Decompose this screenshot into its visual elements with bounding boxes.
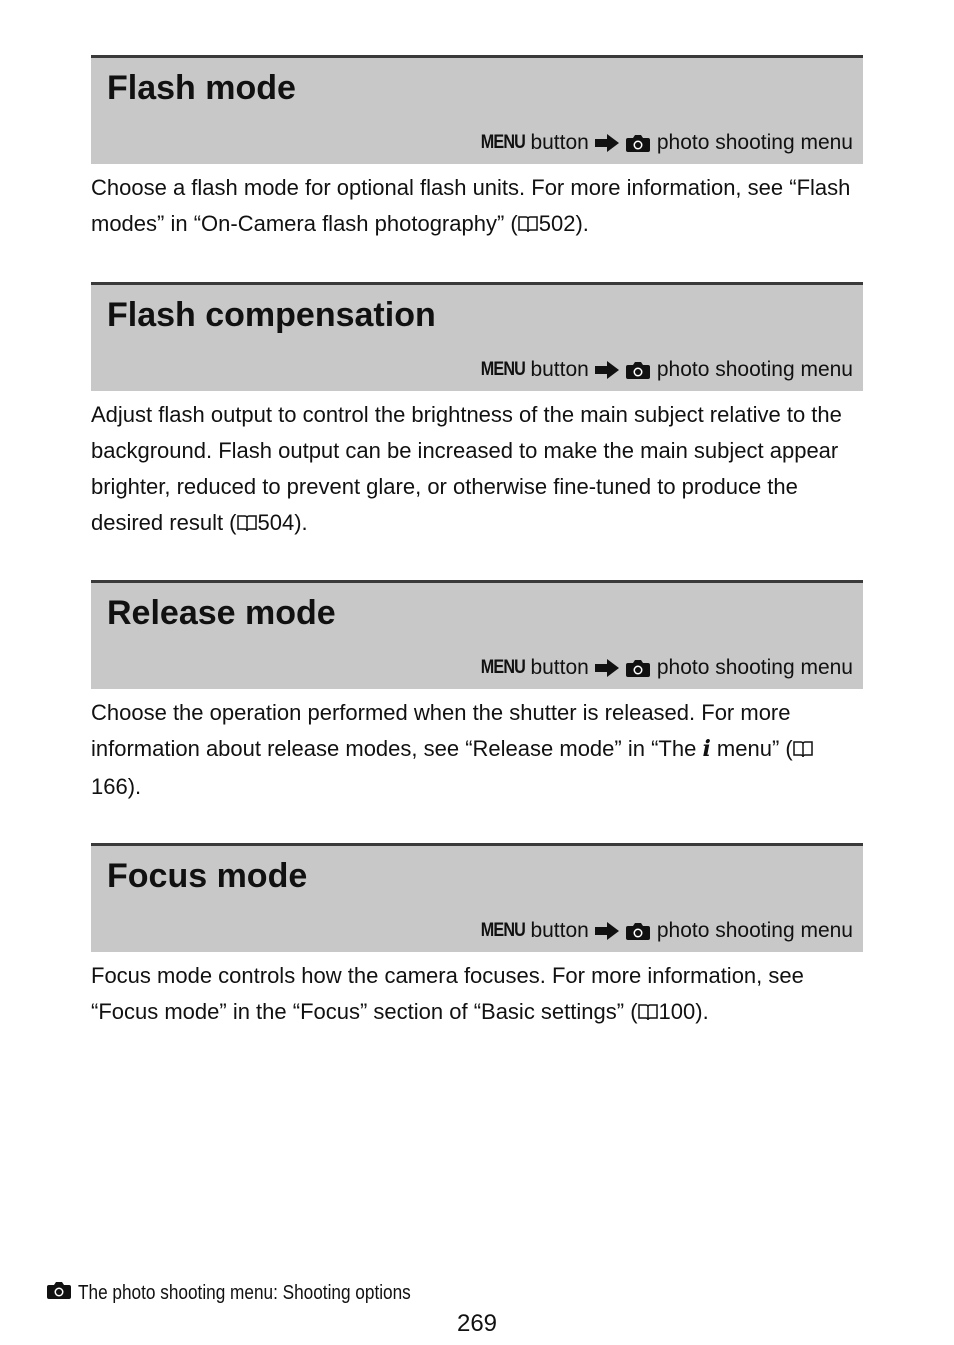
description-text: Choose the operation performed when the shutter is released. For more information about release modes, see “Release mode” in “The — [91, 700, 791, 761]
arrow-right-icon — [595, 922, 619, 940]
section-title: Focus mode — [107, 857, 308, 895]
footer-label: The photo shooting menu: Shooting options — [78, 1281, 411, 1304]
section-header — [91, 282, 863, 391]
page-reference[interactable]: 502 — [538, 211, 576, 236]
menu-button-label: MENU — [480, 359, 525, 380]
section-release-mode — [91, 580, 863, 805]
book-icon — [237, 507, 257, 543]
section-header — [91, 843, 863, 952]
section-description — [91, 397, 863, 543]
page-number: 269 — [456, 1310, 498, 1337]
description-text: Adjust flash output to control the brightness of the main subject relative to the background. Flash output can be increased to make the main subject appear brighter, reduced to prevent glare, or otherwise fine-tuned to produce the desired result ( — [91, 402, 842, 535]
description-text-end: ). — [575, 211, 589, 236]
description-text-end: ). — [127, 774, 142, 799]
menu-name: photo shooting menu — [656, 656, 853, 679]
section-description — [91, 170, 863, 244]
button-word: button — [530, 656, 589, 679]
footer — [46, 1280, 465, 1306]
section-description — [91, 958, 863, 1032]
menu-name: photo shooting menu — [656, 358, 853, 381]
camera-icon — [46, 1280, 72, 1306]
menu-button-label: MENU — [480, 132, 525, 153]
menu-button-label: MENU — [480, 657, 525, 678]
camera-icon — [625, 360, 651, 380]
description-text-end: ). — [695, 999, 709, 1024]
camera-icon — [625, 133, 651, 153]
button-word: button — [530, 919, 589, 942]
book-icon — [638, 996, 658, 1032]
menu-path — [473, 655, 854, 681]
section-title: Release mode — [107, 594, 336, 632]
menu-path — [473, 918, 854, 944]
button-word: button — [530, 131, 589, 154]
section-header — [91, 580, 863, 689]
menu-name: photo shooting menu — [656, 919, 853, 942]
camera-icon — [625, 658, 651, 678]
section-title: Flash compensation — [107, 296, 436, 334]
arrow-right-icon — [595, 134, 619, 152]
menu-path — [473, 130, 854, 156]
page-reference[interactable]: 166 — [91, 774, 128, 799]
section-focus-mode — [91, 843, 863, 1032]
section-title: Flash mode — [107, 69, 296, 107]
page-reference[interactable]: 100 — [658, 999, 696, 1024]
section-description — [91, 695, 863, 805]
arrow-right-icon — [595, 361, 619, 379]
button-word: button — [530, 358, 589, 381]
description-text-mid: menu” ( — [710, 736, 793, 761]
page-reference[interactable]: 504 — [257, 510, 295, 535]
i-menu-icon: i — [702, 736, 711, 762]
arrow-right-icon — [595, 659, 619, 677]
section-flash-mode — [91, 55, 863, 244]
book-icon — [518, 208, 538, 244]
camera-icon — [625, 921, 651, 941]
description-text: Focus mode controls how the camera focuses. For more information, see “Focus mode” in the “Focus” section of “Basic settings” ( — [91, 963, 804, 1024]
description-text-end: ). — [294, 510, 308, 535]
menu-path — [473, 357, 854, 383]
menu-name: photo shooting menu — [656, 131, 853, 154]
section-flash-compensation — [91, 282, 863, 543]
description-text: Choose a flash mode for optional flash units. For more information, see “Flash modes” in “On-Camera flash photography” ( — [91, 175, 851, 236]
section-header — [91, 55, 863, 164]
book-icon — [793, 733, 813, 769]
menu-button-label: MENU — [480, 920, 525, 941]
